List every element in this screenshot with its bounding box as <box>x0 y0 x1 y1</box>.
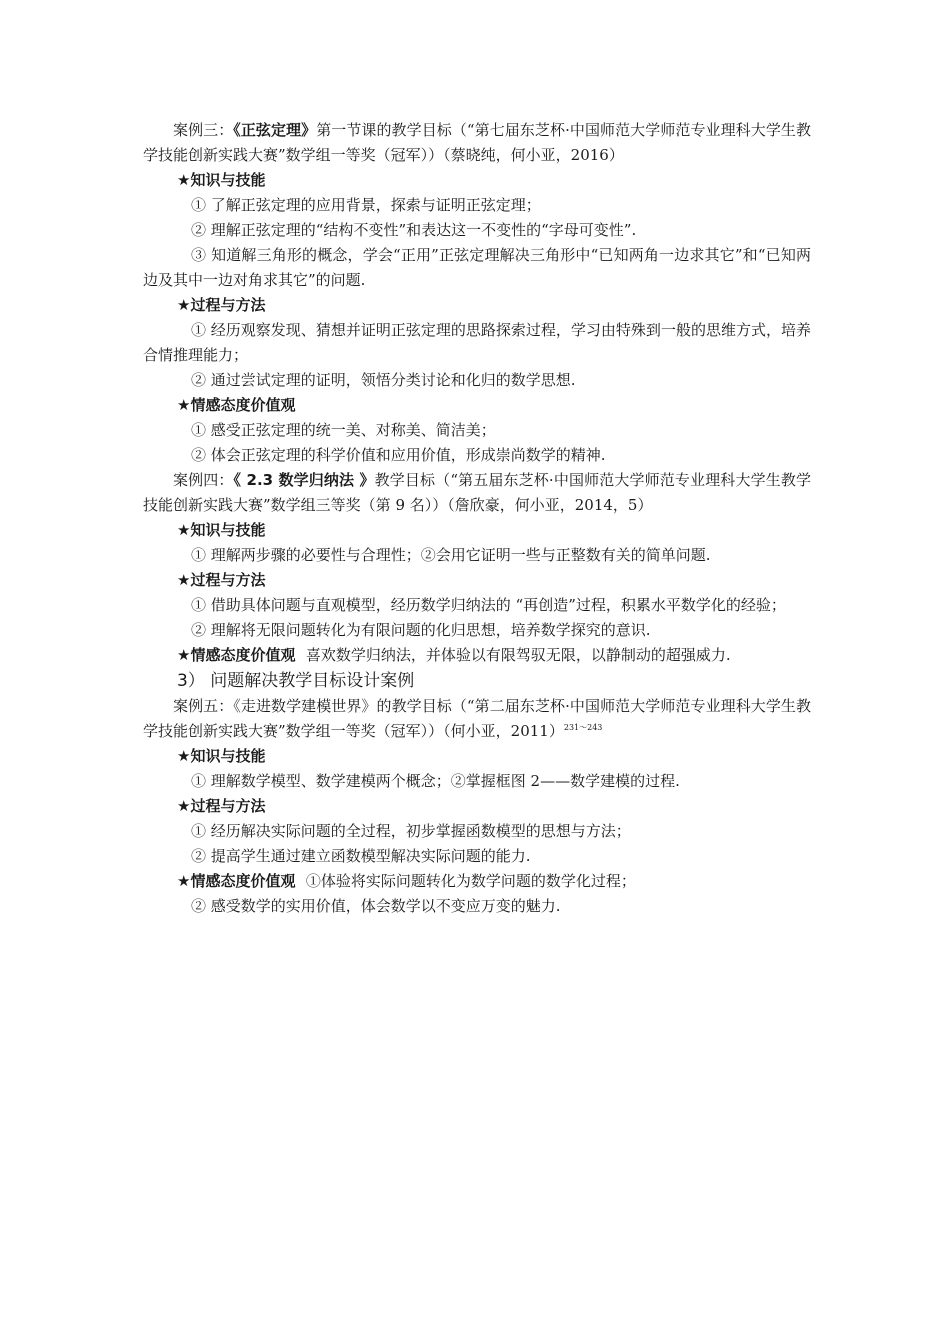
case5-citation-pages: 231～243 <box>563 723 603 732</box>
case3-emotion-heading: ★情感态度价值观 <box>177 396 296 414</box>
case5-knowledge-heading: ★知识与技能 <box>177 747 266 765</box>
case3-process-heading: ★过程与方法 <box>177 296 266 314</box>
case3-emotion-item-1: ① 感受正弦定理的统一美、对称美、简洁美； <box>191 421 496 439</box>
case4-label: 案例四： <box>173 471 234 489</box>
case3-knowledge-item-3: ③ 知道解三角形的概念，学会“正用”正弦定理解决三角形中“已知两角一边求其它”和“已知两边及其中一边对角求其它”的问题. <box>143 246 811 289</box>
case5-emotion-item-2: ② 感受数学的实用价值，体会数学以不变应万变的魅力. <box>191 897 561 915</box>
case4-emotion-line <box>143 643 811 668</box>
case4-knowledge-heading: ★知识与技能 <box>177 521 266 539</box>
case3-process-item-2: ② 通过尝试定理的证明，领悟分类讨论和化归的数学思想. <box>191 371 576 389</box>
document-page <box>143 118 811 919</box>
case3-intro <box>143 118 811 168</box>
case5-emotion-inline: ①体验将实际问题转化为数学问题的数学化过程； <box>305 872 636 890</box>
case4-process-item-1: ① 借助具体问题与直观模型，经历数学归纳法的 “再创造”过程，积累水平数学化的经验； <box>191 596 786 614</box>
case4-title: 《 2.3 数学归纳法 》 <box>233 471 375 489</box>
case3-label: 案例三： <box>173 121 234 139</box>
case3-knowledge-item-1: ① 了解正弦定理的应用背景，探索与证明正弦定理； <box>191 196 541 214</box>
case5-emotion-line <box>143 869 811 894</box>
case3-title: 《正弦定理》 <box>233 121 317 139</box>
case4-emotion-inline: 喜欢数学归纳法，并体验以有限驾驭无限，以静制动的超强威力. <box>305 646 731 664</box>
case4-knowledge-item-1: ① 理解两步骤的必要性与合理性；②会用它证明一些与正整数有关的简单问题. <box>191 546 711 564</box>
case5-label: 案例五： <box>173 697 234 715</box>
case3-text: 第一节课的教学目标（“第七届东芝杯·中国师范大学师范专业理科大学生教学技能创新实践大赛”数学组一等奖（冠军））（蔡晓纯，何小亚，2016） <box>143 121 811 164</box>
case3-knowledge-heading: ★知识与技能 <box>177 171 266 189</box>
case4-process-heading: ★过程与方法 <box>177 571 266 589</box>
case3-emotion-item-2: ② 体会正弦定理的科学价值和应用价值，形成崇尚数学的精神. <box>191 446 606 464</box>
case5-knowledge-item-1: ① 理解数学模型、数学建模两个概念；②掌握框图 2——数学建模的过程. <box>191 772 680 790</box>
case3-knowledge-item-2: ② 理解正弦定理的“结构不变性”和表达这一不变性的“字母可变性”. <box>191 221 637 239</box>
case5-intro <box>143 694 811 744</box>
case3-process-item-1: ① 经历观察发现、猜想并证明正弦定理的思路探索过程，学习由特殊到一般的思维方式，培养合情推理能力； <box>143 321 811 364</box>
case5-process-heading: ★过程与方法 <box>177 797 266 815</box>
case4-emotion-heading: ★情感态度价值观 <box>177 646 296 664</box>
case4-process-item-2: ② 理解将无限问题转化为有限问题的化归思想，培养数学探究的意识. <box>191 621 651 639</box>
case5-emotion-heading: ★情感态度价值观 <box>177 872 296 890</box>
section3-heading: 3） 问题解决教学目标设计案例 <box>177 671 415 691</box>
case4-intro <box>143 468 811 518</box>
case5-text: 《走进数学建模世界》的教学目标（“第二届东芝杯·中国师范大学师范专业理科大学生教学技能创新实践大赛”数学组一等奖（冠军））（何小亚，2011） <box>143 697 811 740</box>
case5-process-item-2: ② 提高学生通过建立函数模型解决实际问题的能力. <box>191 847 531 865</box>
case4-text: 教学目标（“第五届东芝杯·中国师范大学师范专业理科大学生教学技能创新实践大赛”数学组三等奖（第 9 名））（詹欣豪，何小亚，2014，5） <box>143 471 811 514</box>
case5-process-item-1: ① 经历解决实际问题的全过程，初步掌握函数模型的思想与方法； <box>191 822 631 840</box>
